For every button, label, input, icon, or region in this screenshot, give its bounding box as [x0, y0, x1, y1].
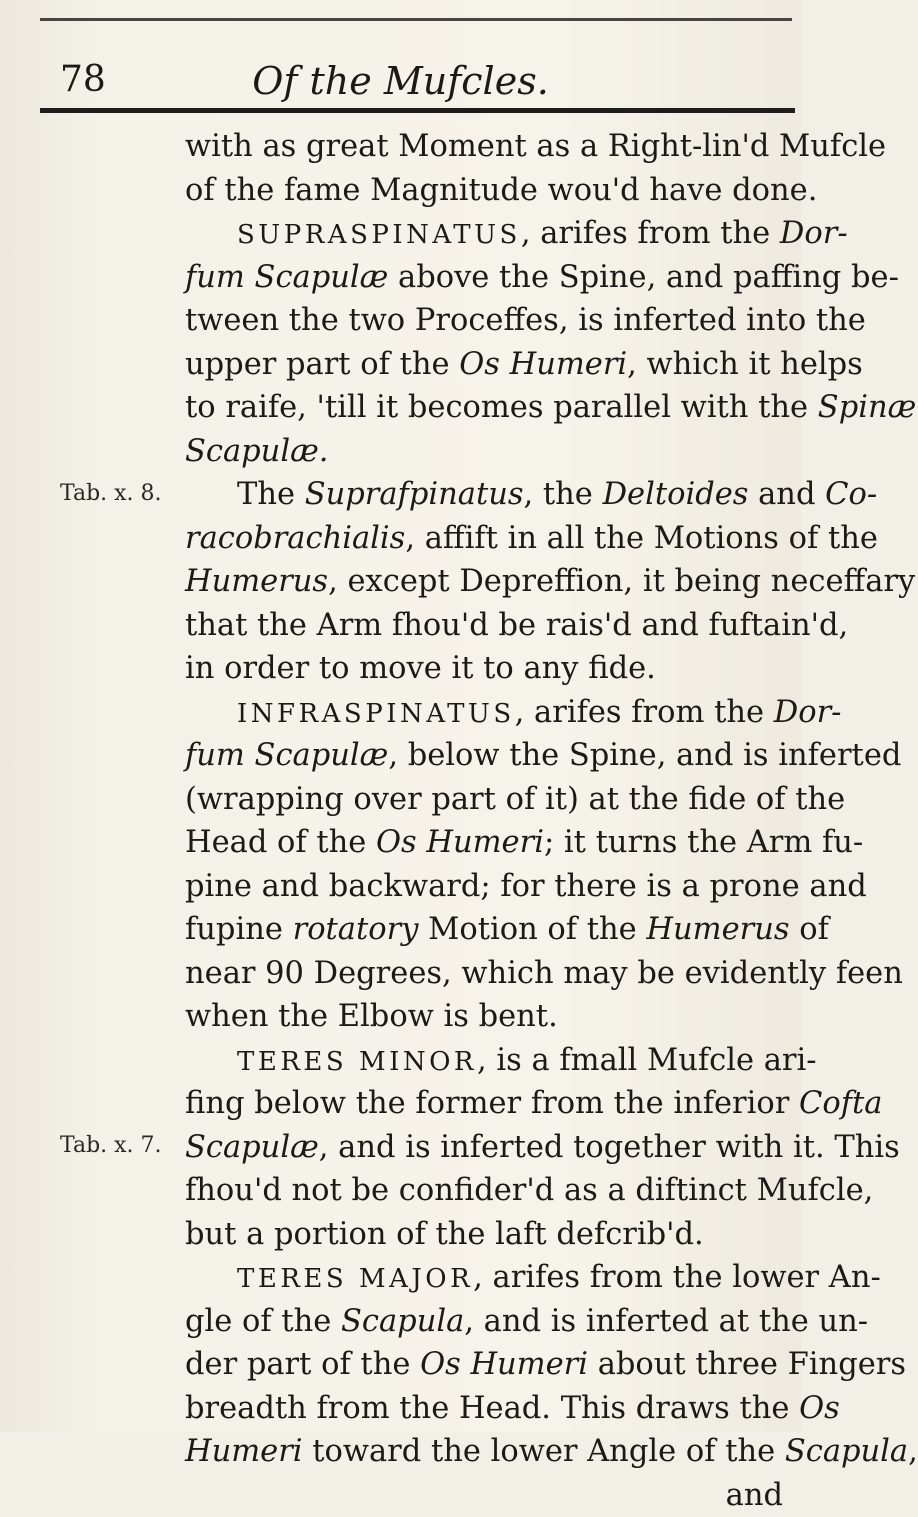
text-line: fum Scapulæ above the Spine, and paffing be-: [185, 256, 783, 300]
muscle-heading-teres-minor: TERES MINOR: [237, 1047, 477, 1077]
text-line: fupine rotatory Motion of the Humerus of: [185, 908, 783, 952]
text-line: gle of the Scapula, and is inferted at the un-: [185, 1300, 783, 1344]
text-line: INFRASPINATUS, arifes from the Dor-: [185, 691, 783, 735]
text-line: der part of the Os Humeri about three Fingers: [185, 1343, 783, 1387]
text-line: fum Scapulæ, below the Spine, and is inferted: [185, 734, 783, 778]
margin-note-tab-x-7: Tab. x. 7.: [60, 1135, 162, 1157]
muscle-heading-teres-major: TERES MAJOR: [237, 1264, 473, 1294]
text-line: The Suprafpinatus, the Deltoides and Co-: [185, 473, 783, 517]
text-line: Head of the Os Humeri; it turns the Arm fu-: [185, 821, 783, 865]
text-line: breadth from the Head. This draws the Os: [185, 1387, 783, 1431]
muscle-heading-supraspinatus: SUPRASPINATUS: [237, 220, 521, 250]
header-rule: [40, 108, 795, 113]
text-line: TERES MINOR, is a fmall Mufcle ari-: [185, 1039, 783, 1083]
text-line: tween the two Proceffes, is inferted into the: [185, 299, 783, 343]
text-line: fing below the former from the inferior Cofta: [185, 1082, 783, 1126]
text-line: Scapulæ, and is inferted together with it. This: [185, 1126, 783, 1170]
text-line: racobrachialis, affift in all the Motions of the: [185, 517, 783, 561]
text-line: upper part of the Os Humeri, which it helps: [185, 343, 783, 387]
body-text: [185, 125, 783, 1517]
text-line: (wrapping over part of it) at the fide of the: [185, 778, 783, 822]
muscle-heading-infraspinatus: INFRASPINATUS: [237, 699, 515, 729]
top-border-rule: [40, 18, 792, 21]
text-line: Humeri toward the lower Angle of the Scapula,: [185, 1430, 783, 1474]
catchword: and: [185, 1474, 783, 1517]
text-line: near 90 Degrees, which may be evidently feen: [185, 952, 783, 996]
text-line: with as great Moment as a Right-lin'd Mufcle: [185, 125, 783, 169]
text-line: TERES MAJOR, arifes from the lower An-: [185, 1256, 783, 1300]
text-line: Scapulæ.: [185, 430, 783, 474]
text-line: but a portion of the laft defcrib'd.: [185, 1213, 783, 1257]
text-line: that the Arm fhou'd be rais'd and fuftain'd,: [185, 604, 783, 648]
text-line: SUPRASPINATUS, arifes from the Dor-: [185, 212, 783, 256]
text-line: in order to move it to any fide.: [185, 647, 783, 691]
running-title: Of the Mufcles.: [0, 62, 801, 100]
text-line: fhou'd not be confider'd as a diftinct Mufcle,: [185, 1169, 783, 1213]
text-line: of the fame Magnitude wou'd have done.: [185, 169, 783, 213]
page-number: 78: [60, 62, 106, 98]
text-line: to raife, 'till it becomes parallel with the Spinæ: [185, 386, 783, 430]
text-line: when the Elbow is bent.: [185, 995, 783, 1039]
text-line: pine and backward; for there is a prone and: [185, 865, 783, 909]
margin-note-tab-x-8: Tab. x. 8.: [60, 483, 162, 505]
text-line: Humerus, except Depreffion, it being neceffary: [185, 560, 783, 604]
